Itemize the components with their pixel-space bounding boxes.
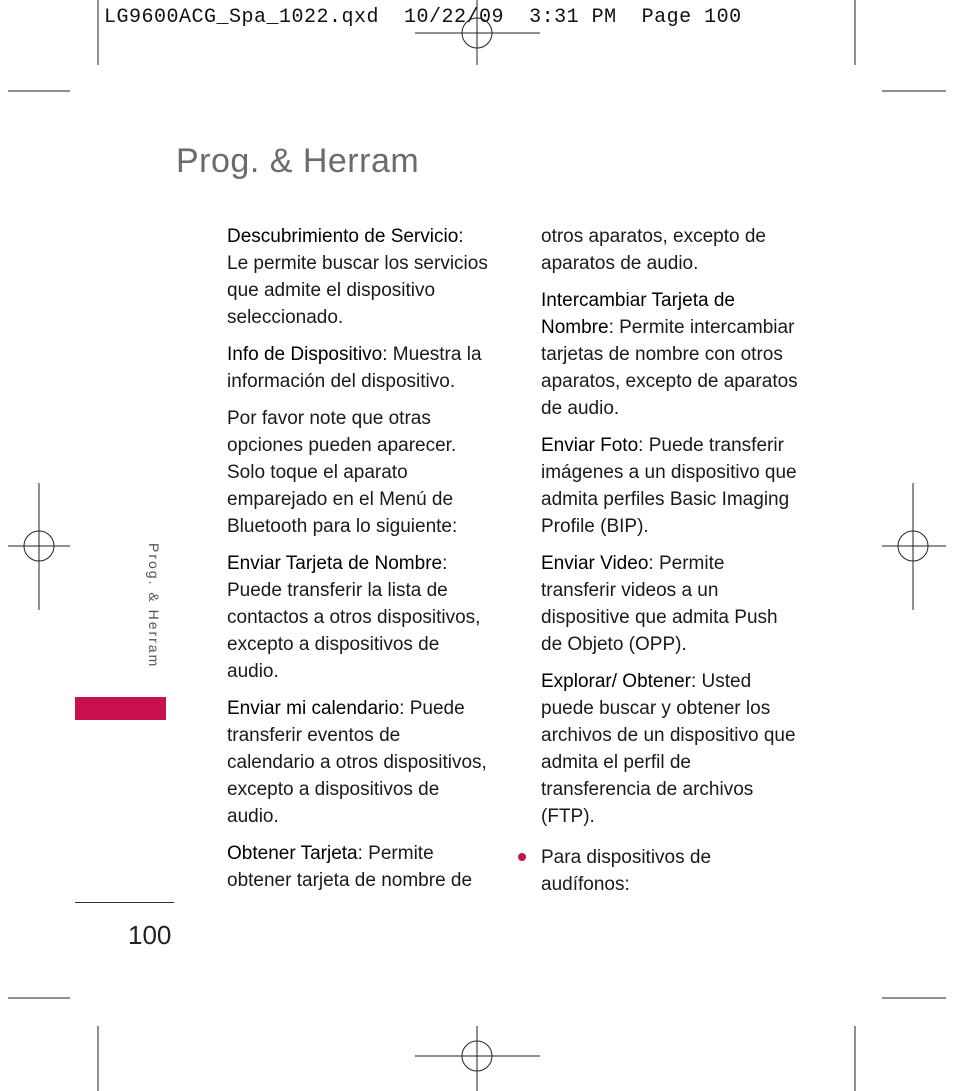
paragraph: [541, 550, 803, 658]
paragraph: [227, 840, 489, 894]
term: Info de Dispositivo: [227, 344, 383, 365]
side-tab-label: Prog. & Herram: [146, 543, 162, 669]
term: Enviar Tarjeta de Nombre: [227, 553, 443, 574]
description: : Le permite buscar los servicios que admite el dispositivo seleccionado.: [227, 226, 488, 328]
description: Por favor note que otras opciones pueden aparecer. Solo toque el aparato emparejado en el Menú de Bluetooth para lo siguiente:: [227, 408, 458, 537]
term: Enviar mi calendario: [227, 698, 400, 719]
paragraph: [227, 405, 489, 540]
description: : Permite intercambiar tarjetas de nombre con otros aparatos, excepto de aparatos de audio.: [541, 317, 798, 419]
paragraph: [541, 223, 803, 277]
paragraph: [541, 668, 803, 830]
paragraph: [541, 287, 803, 422]
section-accent-bar: [75, 697, 166, 720]
bullet-text: Para dispositivos de audífonos:: [541, 847, 712, 895]
bullet-dot-icon: [518, 853, 526, 861]
description: otros aparatos, excepto de aparatos de audio.: [541, 226, 766, 274]
right-column: [541, 223, 803, 908]
paragraph: [227, 695, 489, 830]
description: : Puede transferir eventos de calendario a otros dispositivos, excepto a dispositivos de audio.: [227, 698, 487, 827]
description: : Puede transferir imágenes a un dispositivo que admita perfiles Basic Imaging Profile (BIP).: [541, 435, 797, 537]
description: : Usted puede buscar y obtener los archivos de un dispositivo que admita el perfil de transferencia de archivos (FTP).: [541, 671, 796, 827]
term: Enviar Foto: [541, 435, 639, 456]
paragraph: [541, 432, 803, 540]
term: Obtener Tarjeta: [227, 843, 358, 864]
print-slug: LG9600ACG_Spa_1022.qxd 10/22/09 3:31 PM Page 100: [104, 6, 742, 29]
description: : Puede transferir la lista de contactos a otros dispositivos, excepto a dispositivos de audio.: [227, 553, 481, 682]
page-number: 100: [128, 920, 172, 950]
description: : Muestra la información del dispositivo.: [227, 344, 482, 392]
term: Explorar/ Obtener: [541, 671, 691, 692]
term: Descubrimiento de Servicio: [227, 226, 459, 247]
footer-rule: [75, 902, 174, 903]
page-title: Prog. & Herram: [176, 142, 420, 180]
description: : Permite transferir videos a un dispositive que admita Push de Objeto (OPP).: [541, 553, 778, 655]
paragraph: [227, 550, 489, 685]
paragraph: [227, 341, 489, 395]
left-column: [227, 223, 489, 904]
paragraph: [227, 223, 489, 331]
bullet-item: [541, 844, 803, 898]
term: Enviar Video: [541, 553, 649, 574]
description: : Permite obtener tarjeta de nombre de: [227, 843, 473, 891]
term: Intercambiar Tarjeta de Nombre: [541, 290, 735, 338]
